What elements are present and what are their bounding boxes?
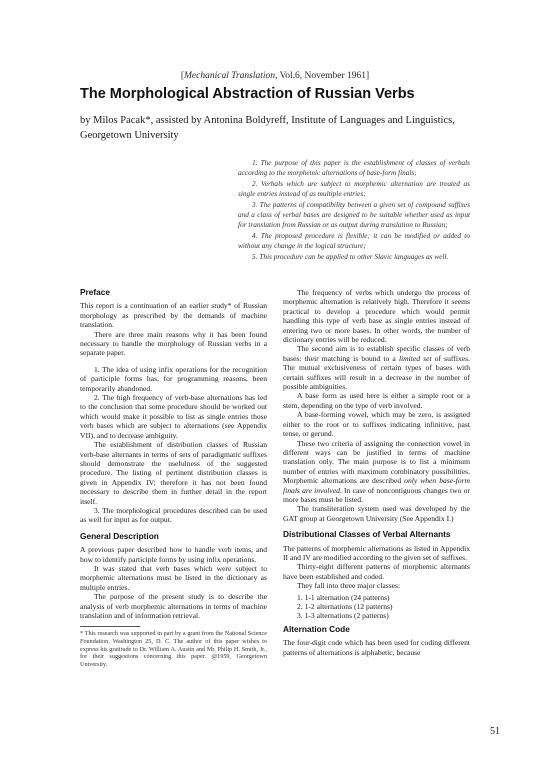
general-description-heading: General Description xyxy=(80,530,159,541)
text-run: These two criteria of assigning the connection vowel in different ways can be justified in terms of machine translation only. The main purpose is to list a minimum number of entries with maximum combinatory possibilities. Morphemic alternations are described xyxy=(283,438,470,486)
general-paragraph: It was stated that verb bases which were subject to morphemic alternations must be listed in the dictionary as multiple entries. xyxy=(80,563,267,592)
list-item: 3. 1-3 alternations (2 patterns) xyxy=(297,611,389,621)
body-paragraph: They fall into three major classes: xyxy=(297,581,401,591)
preface-item: 3. The morphological procedures described can be used as well for input as for output. xyxy=(80,505,267,525)
abstract-item: 2. Verbals which are subject to morphemic alternation are treated as single entries instead of as multiple entries; xyxy=(238,178,470,199)
body-paragraph: The four-digit code which has been used for coding different patterns of alternations is alphabetic, because xyxy=(283,638,470,657)
left-column xyxy=(80,288,267,668)
preface-item: 2. The high frequency of verb-base alternations has led to the conclusion that some procedure should be worked out which would make it possible to list as single entries those verb bases which are subject to alternations (see Appendix VII), and to decrease ambiguity. xyxy=(80,393,267,440)
general-paragraph: The purpose of the present study is to describe the analysis of verb morphemic alternations in terms of machine translation and of information retrieval. xyxy=(80,592,267,620)
bracket-close: ] xyxy=(366,71,370,81)
alternation-class-list xyxy=(283,593,470,621)
text-run: . In case of noncontiguous changes two or more bases must be listed. xyxy=(283,485,470,504)
right-column xyxy=(283,288,470,657)
authors-line: by Milos Pacak*, assisted by Antonina Boldyreff, Institute of Languages and Linguistics, Georgetown University xyxy=(80,115,455,141)
page-number: 51 xyxy=(490,726,500,737)
abstract-item: 4. The proposed procedure is flexible; it can be modified or added to without any change in the logical structure; xyxy=(238,230,470,251)
paper-title: The Morphological Abstraction of Russian Verbs xyxy=(80,86,415,102)
emphasis-text: only when base-form finals are involved xyxy=(283,476,470,495)
abstract-item: 1. The purpose of this paper is the establishment of classes of verbals according to the morphemic alternations of base-form finals; xyxy=(238,158,470,178)
body-paragraph xyxy=(283,439,470,505)
list-item: 1. 1-1 alternation (24 patterns) xyxy=(297,592,390,602)
body-paragraph: Thirty-eight different patterns of morphemic alternants have been established and coded. xyxy=(283,562,470,581)
preface-item: 1. The idea of using infix operations for the recognition of participle forms has, for programming reasons, been temporarily abandoned. xyxy=(80,364,267,393)
list-item: 2. 1-2 alternations (12 patterns) xyxy=(297,602,393,611)
text-run: of suffixes. The mutual exclusiveness of certain types of bases with certain suffixes will result in a decrease in the number of possible ambiguities. xyxy=(283,353,470,392)
text-run: The second aim is to establish specific classes of verb bases: their matching is bound to a xyxy=(283,344,470,363)
emphasis-text: limited set xyxy=(398,353,432,363)
preface-paragraph: The establishment of distribution classes of Russian verb-base alternants in terms of sets of paradigmatic suffixes should demonstrate the usefulness of the suggested procedure. The listing of pertinent distribution classes is given in Appendix IV; therefore it has not been found necessary to describe them in further detail in the report itself. xyxy=(80,440,267,506)
body-paragraph xyxy=(283,344,470,391)
body-paragraph: The patterns of morphemic alternations as listed in Appendix II and IV are modified according to the given set of suffixes. xyxy=(283,543,470,562)
body-paragraph: The frequency of verbs which undergo the process of morphemic alternation is relatively high. Therefore it seems practical to develop a procedure which would permit handling this type of verb base as single entries instead of entering two or more bases. In other words, the number of dictionary entries will be reduced. xyxy=(283,288,470,345)
footnote: * This research was supported in part by a grant from the National Science Foundation, Washington 25, D. C. The author of this paper wishes to express his gratitude to Dr. William A. Austin and Mr. Philip H. Smith, Jr., for their suggestions concerning this paper. @1959, Georgetown University. xyxy=(80,630,267,668)
preface-paragraph: There are three main reasons why it has been found necessary to handle the morphology of Russian verbs in a separate paper. xyxy=(80,329,267,358)
journal-header xyxy=(0,71,550,81)
abstract-item: 3. The patterns of compatibility between a given set of compound suffixes and a class of verbal bases are designed to be suitable whether used as input for translation from Russian or as output during translation to Russian; xyxy=(238,199,470,230)
footnote-divider xyxy=(80,626,140,627)
preface-heading: Preface xyxy=(80,287,110,297)
general-paragraph: A previous paper described how to handle verb items, and how to identify participle forms by using infix operations. xyxy=(80,545,267,564)
bracket-open: [ xyxy=(180,71,184,81)
body-paragraph: A base-forming vowel, which may be zero, is assigned either to the root or to suffixes indicating infinitive, past tense, or gerund. xyxy=(283,410,470,439)
body-paragraph: A base form as used here is either a simple root or a stem, depending on the type of verb involved. xyxy=(283,391,470,410)
preface-paragraph: This report is a continuation of an earlier study* of Russian morphology as prescribed by the demands of machine translation. xyxy=(80,301,267,330)
distribution-heading: Distributional Classes of Verbal Alternants xyxy=(283,529,451,540)
journal-name: Mechanical Translation xyxy=(184,71,276,81)
abstract xyxy=(238,158,470,262)
volume-info: , Vol.6, November 1961 xyxy=(275,71,366,81)
body-paragraph: The transliteration system used was developed by the GAT group at Georgetown University (See Appendix I.) xyxy=(283,504,470,523)
abstract-item: 5. This procedure can be applied to other Slavic languages as well. xyxy=(252,251,449,261)
alternation-code-heading: Alternation Code xyxy=(283,623,350,634)
